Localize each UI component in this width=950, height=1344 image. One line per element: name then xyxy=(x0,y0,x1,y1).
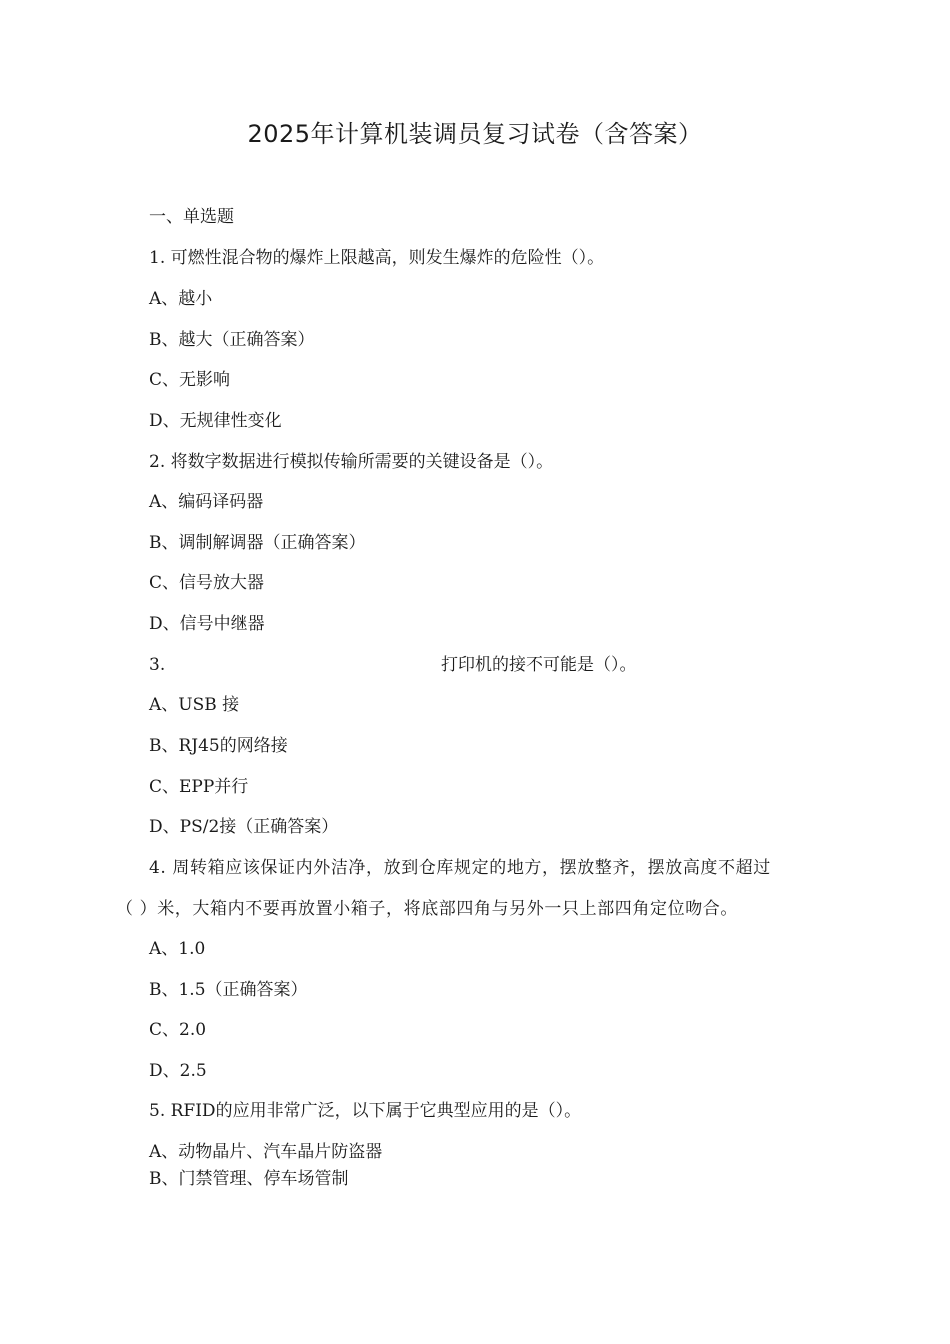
question-4-option-b: B、1.5（正确答案） xyxy=(149,980,308,1000)
section-heading: 一、单选题 xyxy=(149,207,234,227)
question-3-option-d: D、PS/2接（正确答案） xyxy=(149,817,339,837)
question-5-option-b: B、门禁管理、停车场管制 xyxy=(149,1169,349,1189)
question-4-option-a: A、1.0 xyxy=(149,939,206,959)
question-3-stem: 打印机的接不可能是（）。 xyxy=(441,655,637,675)
question-1-option-c: C、无影响 xyxy=(149,370,231,390)
question-5-option-a: A、动物晶片、汽车晶片防盗器 xyxy=(149,1142,383,1162)
question-4-option-c: C、2.0 xyxy=(149,1020,207,1040)
question-2-option-a: A、编码译码器 xyxy=(149,492,264,512)
question-3-option-b: B、RJ45的网络接 xyxy=(149,736,288,756)
question-1-option-d: D、无规律性变化 xyxy=(149,411,282,431)
page-title: 2025年计算机装调员复习试卷（含答案） xyxy=(247,120,703,148)
question-5-stem: 5. RFID的应用非常广泛，以下属于它典型应用的是（）。 xyxy=(149,1101,582,1121)
question-2-stem: 2. 将数字数据进行模拟传输所需要的关键设备是（）。 xyxy=(149,452,554,472)
question-3-option-c: C、EPP并行 xyxy=(149,777,249,797)
question-4-option-d: D、2.5 xyxy=(149,1061,207,1081)
question-1-option-b: B、越大（正确答案） xyxy=(149,330,315,350)
question-1-stem: 1. 可燃性混合物的爆炸上限越高，则发生爆炸的危险性（）。 xyxy=(149,248,605,268)
question-2-option-b: B、调制解调器（正确答案） xyxy=(149,533,366,553)
question-4-stem-line-2: （ ）米，大箱内不要再放置小箱子，将底部四角与另外一只上部四角定位吻合。 xyxy=(116,899,739,919)
question-3-number: 3. xyxy=(149,655,166,675)
question-2-option-c: C、信号放大器 xyxy=(149,573,265,593)
question-2-option-d: D、信号中继器 xyxy=(149,614,265,634)
question-4-stem-line-1: 4. 周转箱应该保证内外洁净，放到仓库规定的地方，摆放整齐，摆放高度不超过 xyxy=(149,858,771,878)
question-3-option-a: A、USB 接 xyxy=(149,695,240,715)
question-1-option-a: A、越小 xyxy=(149,289,213,309)
